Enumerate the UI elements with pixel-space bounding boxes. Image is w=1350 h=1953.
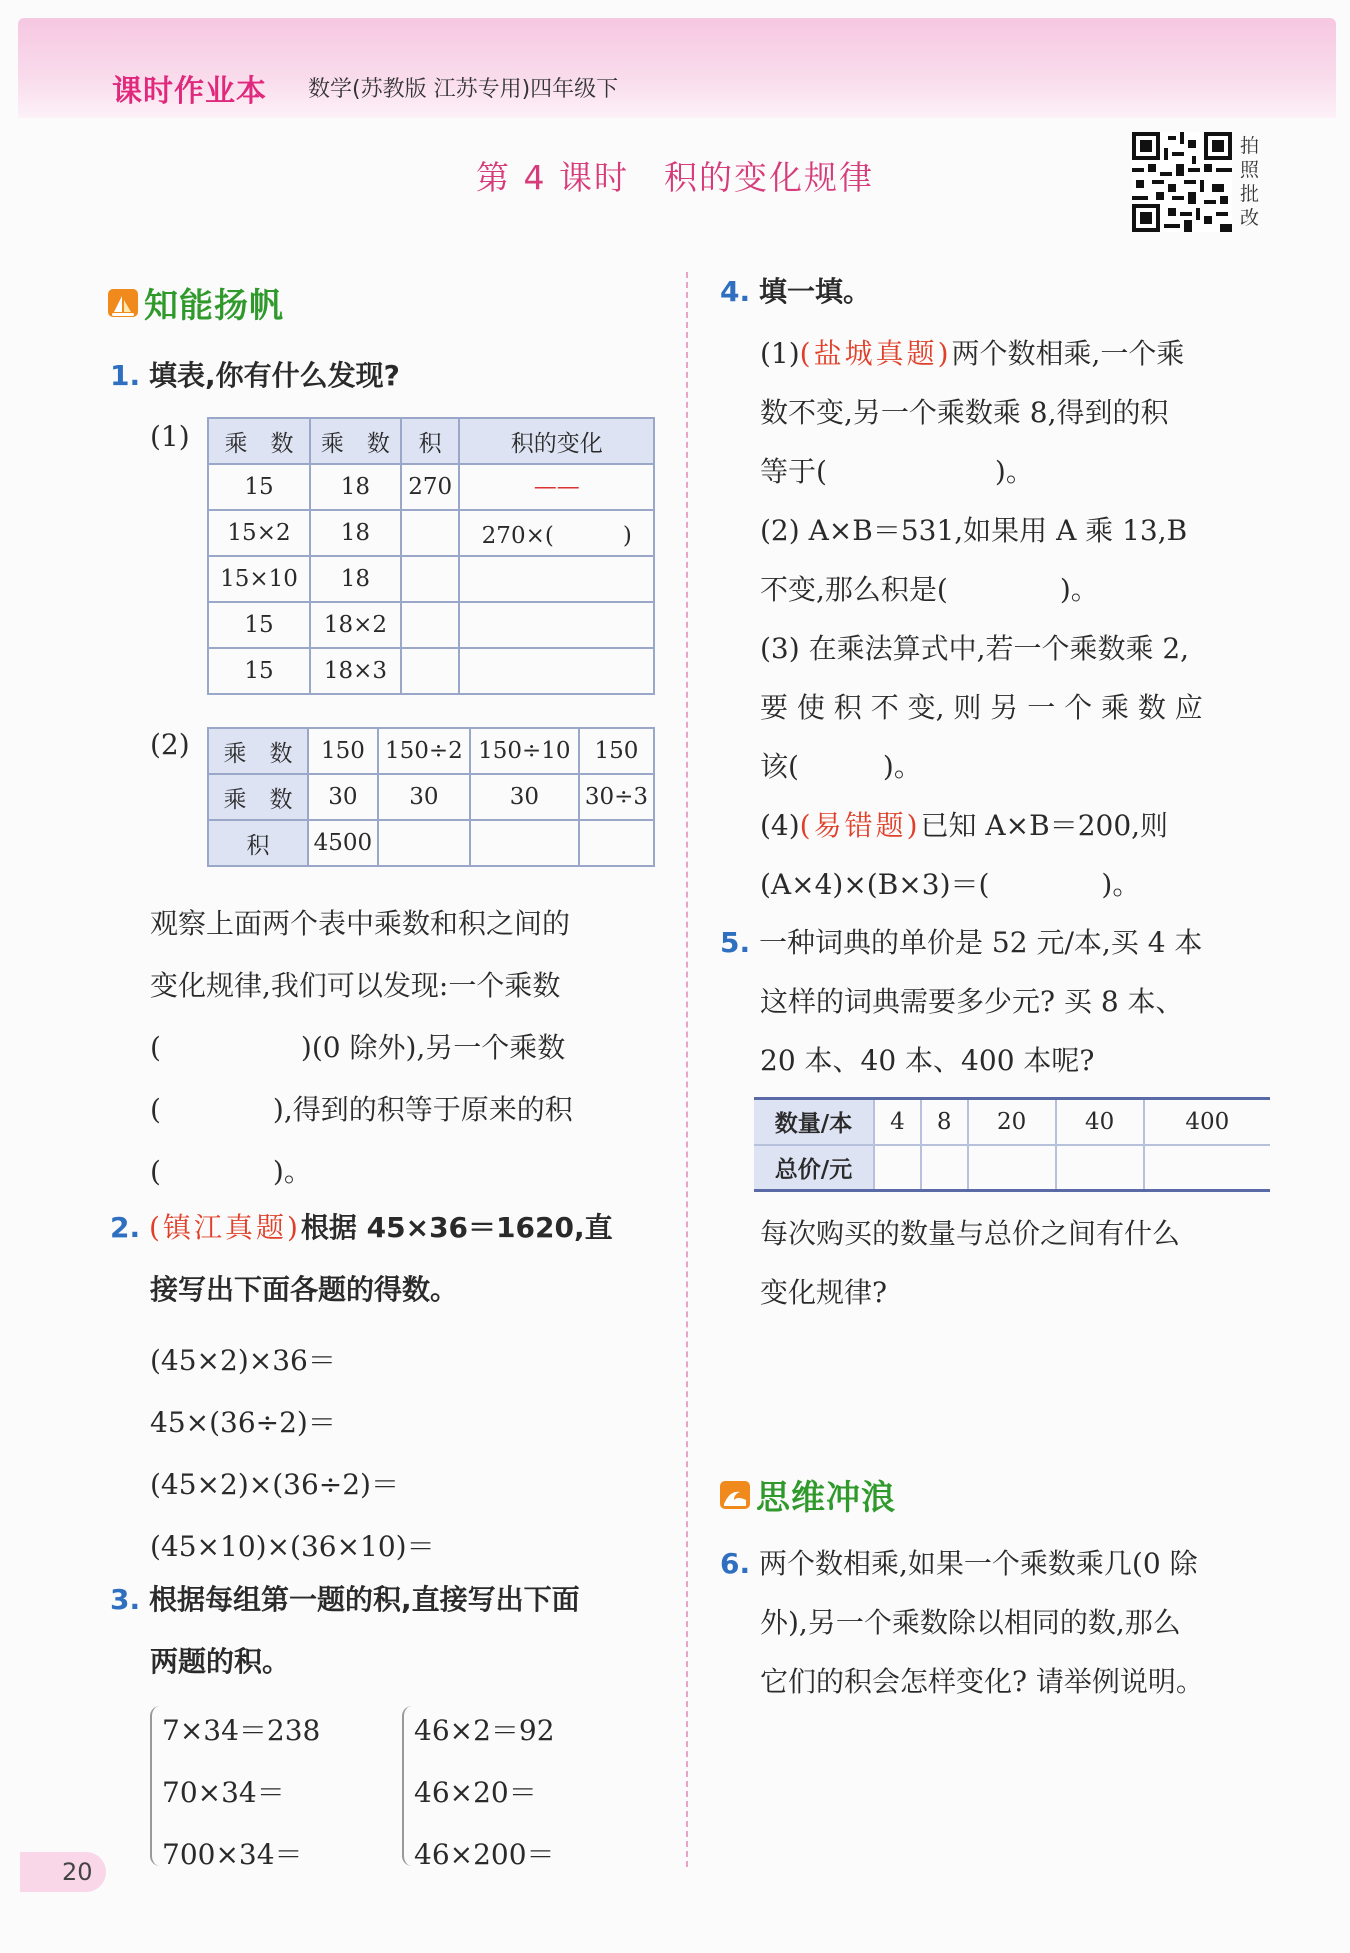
q1-part2-label: (2): [150, 728, 190, 761]
list-item: 45×(36÷2)＝: [150, 1406, 336, 1439]
list-item: 7×34＝238: [162, 1714, 321, 1747]
q4-body: (1)(盐城真题)两个数相乘,一个乘 数不变,另一个乘数乘 8,得到的积 等于( )。 (2) A×B＝531,如果用 A 乘 13,B 不变,那么积是( )。 (3) 在乘法算式中,若一个乘数乘 2, 要 使 积 不 变, 则 另 一 个 乘 数 应 该( )。 (4)(易错题)已知 A×B＝200,则 (A×4)×(B×3)＝( )。: [760, 337, 1203, 901]
t1-cell: 18: [310, 464, 401, 510]
page-number: 20: [20, 1852, 106, 1892]
t2-header: 积: [208, 820, 308, 866]
t1-cell: 18: [310, 510, 401, 556]
t1-cell: 15: [208, 602, 310, 648]
answer-blank[interactable]: [968, 1145, 1056, 1191]
list-item: 700×34＝: [162, 1838, 303, 1871]
table-row: [208, 648, 654, 694]
t2-cell: 4500: [308, 820, 378, 866]
list-item: 46×2＝92: [414, 1714, 555, 1747]
t1-cell: 18: [310, 556, 401, 602]
answer-blank[interactable]: 270×( ): [459, 510, 654, 556]
q2-items: [150, 1330, 435, 1578]
qr-code-icon[interactable]: [1132, 132, 1232, 232]
t2-cell: 150÷10: [470, 728, 579, 774]
t2-cell: 150: [579, 728, 654, 774]
answer-blank[interactable]: [401, 510, 460, 556]
list-item: (45×2)×36＝: [150, 1344, 336, 1377]
t1-cell: ——: [459, 464, 654, 510]
q1-table-1: [207, 417, 655, 695]
lesson-title: 第 4 课时 积的变化规律: [476, 158, 874, 197]
answer-blank[interactable]: [1056, 1145, 1144, 1191]
list-item: 46×20＝: [414, 1776, 537, 1809]
table-row: [208, 510, 654, 556]
list-item: (45×10)×(36×10)＝: [150, 1530, 435, 1563]
brand-title: 课时作业本: [112, 74, 267, 109]
table-row: [208, 464, 654, 510]
answer-blank[interactable]: [378, 820, 470, 866]
t2-cell: 30÷3: [579, 774, 654, 820]
t2-cell: 30: [308, 774, 378, 820]
brace-icon: [150, 1706, 160, 1866]
t3-cell: 4: [874, 1099, 921, 1145]
answer-blank[interactable]: [401, 556, 460, 602]
q3-group-2: [414, 1700, 555, 1886]
subject-subtitle: 数学(苏教版 江苏专用)四年级下: [308, 77, 619, 102]
answer-blank[interactable]: [874, 1145, 921, 1191]
t3-cell: 40: [1056, 1099, 1144, 1145]
section-heading-2: 思维冲浪: [720, 1470, 896, 1519]
section-heading-1: 知能扬帆: [108, 278, 284, 327]
q2-stem-2: 接写出下面各题的得数。: [150, 1273, 459, 1306]
t2-cell: 150÷2: [378, 728, 470, 774]
brace-icon: [402, 1706, 412, 1866]
t2-cell: 30: [470, 774, 579, 820]
q1-stem: 1. 填表,你有什么发现?: [110, 359, 400, 392]
q2-stem: 2. (镇江真题)根据 45×36＝1620,直: [110, 1211, 613, 1244]
table-row: [208, 820, 654, 866]
answer-blank[interactable]: [1144, 1145, 1270, 1191]
t3-cell: 20: [968, 1099, 1056, 1145]
q6-stem: 6. 两个数相乘,如果一个乘数乘几(0 除 外),另一个乘数除以相同的数,那么 它们的积会怎样变化? 请举例说明。: [720, 1547, 1204, 1698]
t3-header: 数量/本: [754, 1099, 874, 1145]
t1-cell: 15: [208, 464, 310, 510]
t1-cell: 15: [208, 648, 310, 694]
wave-icon: [720, 1481, 750, 1509]
answer-blank[interactable]: [401, 648, 460, 694]
t2-header: 乘 数: [208, 728, 308, 774]
t1-cell: 15×10: [208, 556, 310, 602]
q3-group-1: [162, 1700, 320, 1886]
answer-blank[interactable]: [579, 820, 654, 866]
list-item: 70×34＝: [162, 1776, 285, 1809]
column-divider: [686, 272, 688, 1867]
answer-blank[interactable]: [401, 602, 460, 648]
answer-blank[interactable]: [921, 1145, 968, 1191]
table-row: [208, 602, 654, 648]
table-row: [754, 1145, 1270, 1191]
table-row: [208, 556, 654, 602]
t2-cell: 150: [308, 728, 378, 774]
t1-cell: 15×2: [208, 510, 310, 556]
table-row: [208, 728, 654, 774]
sailboat-icon: [108, 289, 138, 317]
answer-blank[interactable]: [459, 648, 654, 694]
q1-part1-label: (1): [150, 420, 190, 453]
t2-header: 乘 数: [208, 774, 308, 820]
t1-cell: 18×3: [310, 648, 401, 694]
q4-stem: 4. 填一填。: [720, 275, 872, 308]
q5-ask: 每次购买的数量与总价之间有什么 变化规律?: [760, 1217, 1181, 1309]
t3-header: 总价/元: [754, 1145, 874, 1191]
list-item: 46×200＝: [414, 1838, 555, 1871]
q3-stem-2: 两题的积。: [150, 1645, 291, 1678]
t1-header: 乘 数: [310, 418, 401, 464]
table-row: [208, 774, 654, 820]
answer-blank[interactable]: [470, 820, 579, 866]
t1-header: 积: [401, 418, 460, 464]
t2-cell: 30: [378, 774, 470, 820]
t3-cell: 8: [921, 1099, 968, 1145]
q3-stem: 3. 根据每组第一题的积,直接写出下面: [110, 1583, 580, 1616]
t1-header: 积的变化: [459, 418, 654, 464]
answer-blank[interactable]: [459, 602, 654, 648]
list-item: (45×2)×(36÷2)＝: [150, 1468, 399, 1501]
t1-header: 乘 数: [208, 418, 310, 464]
answer-blank[interactable]: [459, 556, 654, 602]
t1-cell: 270: [401, 464, 460, 510]
q5-stem: 5. 一种词典的单价是 52 元/本,买 4 本 这样的词典需要多少元? 买 8 本、 20 本、40 本、400 本呢?: [720, 926, 1203, 1077]
q1-table-2: [207, 727, 655, 867]
q1-observation: 观察上面两个表中乘数和积之间的 变化规律,我们可以发现:一个乘数 ( )(0 除外),另一个乘数 ( ),得到的积等于原来的积 ( )。: [150, 907, 573, 1188]
t1-cell: 18×2: [310, 602, 401, 648]
qr-label: 拍 照 批 改: [1240, 135, 1260, 229]
q5-table: [754, 1097, 1270, 1192]
t3-cell: 400: [1144, 1099, 1270, 1145]
table-row: [754, 1099, 1270, 1145]
